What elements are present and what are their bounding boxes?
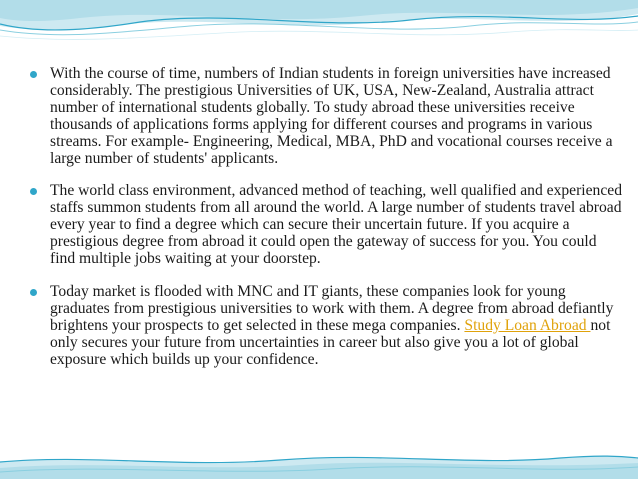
slide-content <box>30 66 624 385</box>
bullet-item <box>30 284 624 369</box>
bullet-item <box>30 183 624 268</box>
top-wave-decoration <box>0 0 638 44</box>
bullet-item <box>30 66 624 167</box>
bullet-marker-icon <box>30 188 37 195</box>
bottom-wave-decoration <box>0 452 638 479</box>
bullet-text: With the course of time, numbers of Indian students in foreign universities have increased considerably. The prestigious Universities of UK, USA, New-Zealand, Australia attract number of international students globally. To study abroad these universities receive thousands of applications forms applying for different courses and programs in various streams. For example- Engineering, Medical, MBA, PhD and vocational courses receive a large number of students' applicants. <box>50 65 613 167</box>
bullet-marker-icon <box>30 71 37 78</box>
bullet-text: Today market is flooded with MNC and IT giants, these companies look for young graduates from prestigious universities to work with them. A degree from abroad defiantly brightens your prospects to get selected in these mega companies. <box>50 282 614 334</box>
bullet-text-continued: not only secures your future from uncertainties in career but also give you a lot of global exposure which builds up your confidence. <box>50 316 611 368</box>
study-loan-abroad-link[interactable]: Study Loan Abroad <box>464 316 591 334</box>
bullet-marker-icon <box>30 289 37 296</box>
bullet-text: The world class environment, advanced method of teaching, well qualified and experienced staffs summon students from all around the world. A large number of students travel abroad every year to find a degree which can secure their uncertain future. If you acquire a prestigious degree from abroad it could open the gateway of success for you. You could find multiple jobs waiting at your doorstep. <box>50 182 622 268</box>
